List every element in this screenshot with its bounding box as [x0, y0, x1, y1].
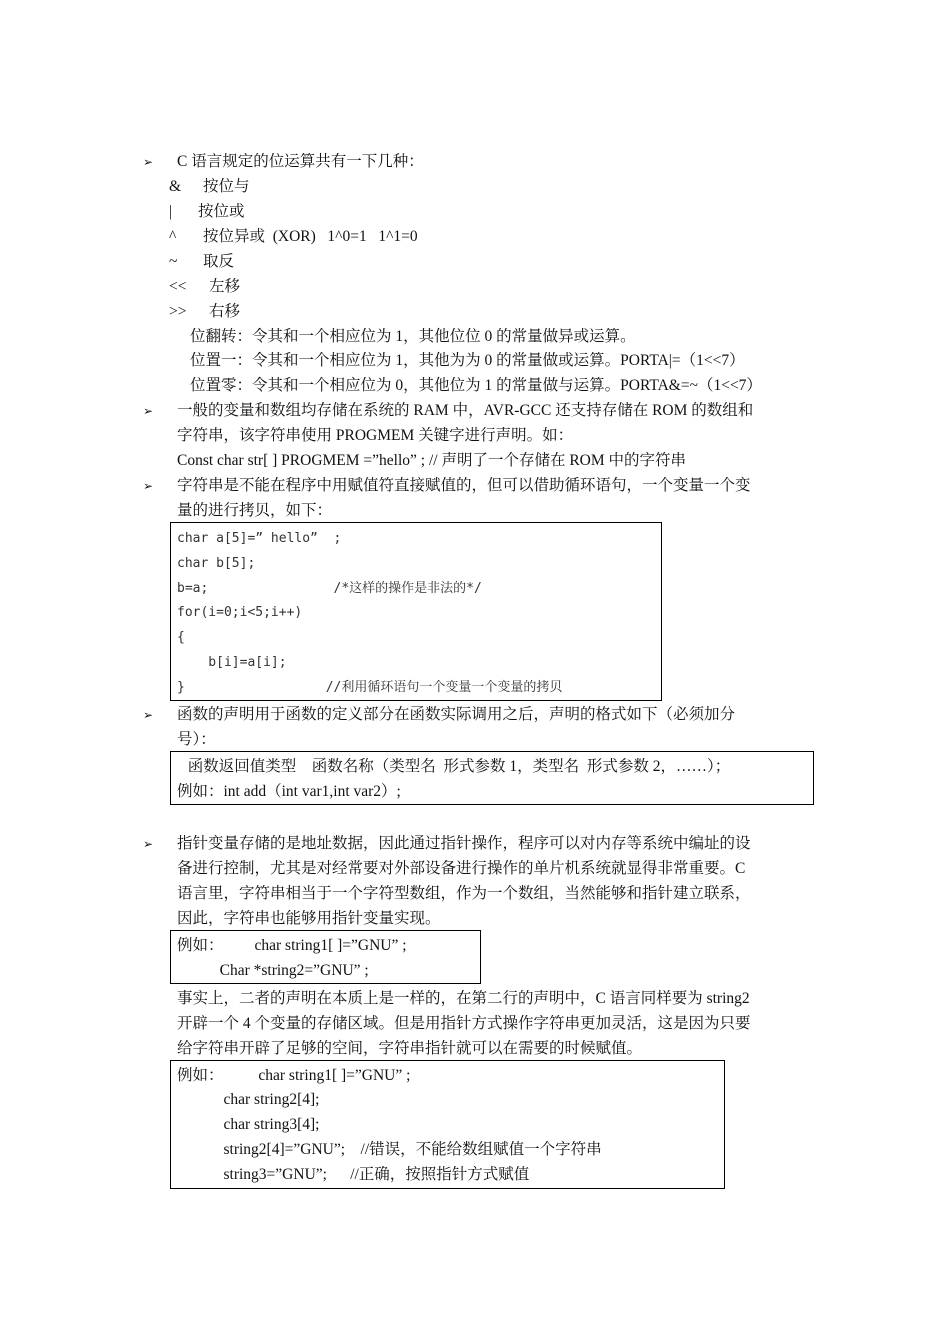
para-line: 指针变量存储的是地址数据，因此通过指针操作，程序可以对内存等系统中编址的设 [177, 835, 751, 852]
code-line: b=a; /*这样的操作是非法的*/ [177, 581, 482, 596]
para-line: 一般的变量和数组均存储在系统的 RAM 中，AVR-GCC 还支持存储在 ROM 的数组和 [177, 402, 754, 419]
op-symbol: ^ [169, 228, 177, 245]
para-line: 量的进行拷贝，如下： [177, 502, 333, 519]
para-line: Const char str[ ] PROGMEM =”hello” ; // 声明了一个存储在 ROM 中的字符串 [177, 452, 687, 469]
code-line: char a[5]=” hello” ; [177, 531, 342, 546]
bullet-icon: ➢ [143, 479, 154, 493]
note-line: 位置一：令其和一个相应位为 1，其他为为 0 的常量做或运算。PORTA|=（1<<7） [190, 352, 745, 369]
code-line: for(i=0;i<5;i++) [177, 605, 303, 620]
bullet-icon: ➢ [143, 404, 154, 418]
example-line: string3=”GNU”; //正确，按照指针方式赋值 [177, 1166, 530, 1183]
para-line: 语言里，字符串相当于一个字符型数组，作为一个数组，当然能够和指针建立联系， [177, 885, 751, 902]
bitops-intro: C 语言规定的位运算共有一下几种： [177, 153, 424, 170]
example-line: 例如： char string1[ ]=”GNU” ; [177, 1067, 411, 1084]
op-symbol: & [169, 178, 182, 195]
op-symbol: ~ [169, 253, 178, 270]
bullet-icon: ➢ [143, 708, 154, 722]
note-line: 位置零：令其和一个相应位为 0，其他位为 1 的常量做与运算。PORTA&=~（1<<7） [190, 377, 762, 394]
op-label: 按位或 [198, 203, 245, 220]
op-label: 右移 [209, 303, 241, 320]
note-line: 位翻转：令其和一个相应位为 1，其他位位 0 的常量做异或运算。 [190, 328, 636, 345]
op-label: 按位异或 (XOR) 1^0=1 1^1=0 [203, 228, 418, 245]
op-label: 取反 [203, 253, 235, 270]
example-line: string2[4]=”GNU”; //错误，不能给数组赋值一个字符串 [177, 1141, 602, 1158]
code-line: } //利用循环语句一个变量一个变量的拷贝 [177, 680, 563, 695]
op-symbol: | [169, 203, 173, 220]
declaration-format: 函数返回值类型 函数名称（类型名 形式参数 1，类型名 形式参数 2，……）； [180, 758, 731, 775]
code-line: { [177, 630, 185, 645]
para-line: 函数的声明用于函数的定义部分在函数实际调用之后，声明的格式如下（必须加分 [177, 706, 736, 723]
example-line: Char *string2=”GNU” ; [177, 962, 369, 979]
para-line: 因此，字符串也能够用指针变量实现。 [177, 910, 441, 927]
para-line: 备进行控制，尤其是对经常要对外部设备进行操作的单片机系统就显得非常重要。C [177, 860, 746, 877]
para-line: 号）： [177, 731, 216, 748]
para-line: 字符串是不能在程序中用赋值符直接赋值的，但可以借助循环语句，一个变量一个变 [177, 477, 751, 494]
example-line: char string2[4]; [177, 1091, 320, 1108]
bullet-icon: ➢ [143, 155, 154, 169]
op-label: 左移 [209, 278, 241, 295]
op-symbol: << [169, 278, 187, 295]
para-line: 开辟一个 4 个变量的存储区域。但是用指针方式操作字符串更加灵活，这是因为只要 [177, 1015, 751, 1032]
example-line: 例如： char string1[ ]=”GNU” ; [177, 937, 407, 954]
bullet-icon: ➢ [143, 837, 154, 851]
op-label: 按位与 [203, 178, 250, 195]
declaration-example: 例如：int add（int var1,int var2）; [177, 783, 401, 800]
para-line: 事实上，二者的声明在本质上是一样的，在第二行的声明中，C 语言同样要为 string2 [177, 990, 750, 1007]
op-symbol: >> [169, 303, 187, 320]
example-line: char string3[4]; [177, 1116, 320, 1133]
code-line: char b[5]; [177, 556, 256, 571]
code-line: b[i]=a[i]; [177, 655, 287, 670]
para-line: 字符串，该字符串使用 PROGMEM 关键字进行声明。如： [177, 427, 574, 444]
para-line: 给字符串开辟了足够的空间，字符串指针就可以在需要的时候赋值。 [177, 1040, 643, 1057]
